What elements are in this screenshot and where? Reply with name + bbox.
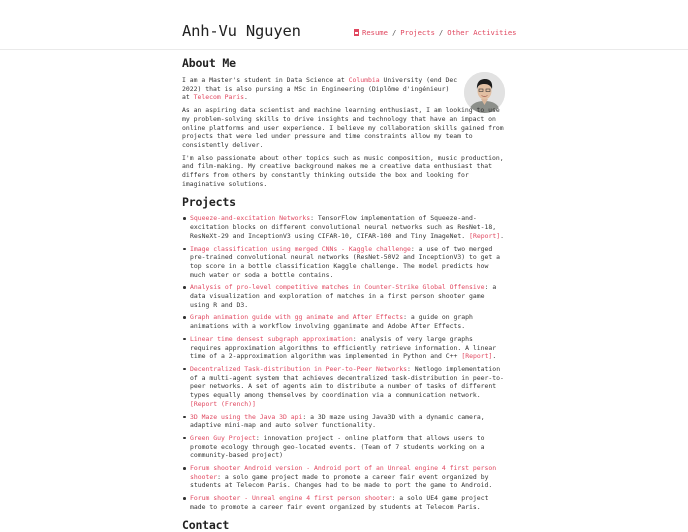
- project-item: [182, 335, 507, 361]
- project-description: : TensorFlow implementation of Squeeze-and-excitation blocks on different convolutional neural networks such as ResNet-18, ResNeXt-29 and InceptionV3 using CIFAR-10, CIFAR-100 and Tiny ImageNet.: [190, 214, 497, 240]
- site-title[interactable]: Anh-Vu Nguyen: [182, 22, 301, 40]
- about-paragraph-2: As an aspiring data scientist and machine learning enthusiast, I am looking to use my problem-solving skills to drive insights and technology that have an impact on online platforms and user experience. I believe my collaboration skills gained from projects that were led under pressure and time constraints allow my team to consistently deliver.: [182, 106, 504, 149]
- project-description: : a use of two merged pre-trained convolutional neural networks (ResNet-50V2 and InceptionV3) to get a top score in a bottle classification Kaggle challenge. The model predicts how much water or soda a bottle contains.: [190, 244, 501, 279]
- projects-list: [182, 214, 507, 511]
- contact-heading: Contact: [182, 517, 230, 532]
- project-title-link[interactable]: Forum shooter - Unreal engine 4 first person shooter: [190, 494, 392, 503]
- project-description: : a guide on graph animations with a workflow involving gganimate and Adobe After Effects.: [190, 313, 473, 331]
- text: .: [244, 93, 248, 102]
- project-description: : a data visualization and exploration of matches in a first person shooter game using R and D3.: [190, 283, 497, 309]
- project-item: [182, 245, 507, 280]
- text: University (end Dec 2022) that is also pursing a MSc in Engineering (Diplôme d'ingénieur) at: [182, 76, 458, 102]
- text: .: [492, 352, 497, 361]
- nav-projects[interactable]: Projects: [400, 28, 435, 37]
- telecom-paris-link[interactable]: Telecom Paris: [193, 93, 245, 102]
- project-description: : analysis of very large graphs requires approximation algorithms to efficiently retrieve information. A linear time of a 2-approximation algorithm was implemented in Python and C++: [190, 334, 497, 361]
- project-title-link[interactable]: 3D Maze using the Java 3D api: [190, 412, 303, 421]
- columbia-link[interactable]: Columbia: [348, 76, 380, 84]
- project-title-link[interactable]: Decentralized Task-distribution in Peer-to-Peer Networks: [190, 364, 408, 373]
- nav-resume[interactable]: Resume: [362, 28, 388, 37]
- text: I am a Master's student in Data Science at: [182, 76, 349, 84]
- project-item: [182, 283, 507, 309]
- report-link[interactable]: [Report]: [461, 352, 493, 361]
- project-title-link[interactable]: Graph animation guide with gg animate and After Effects: [190, 313, 404, 322]
- about-paragraph-3: I'm also passionate about other topics such as music composition, music production, and film-making. My creative background makes me a creative data enthusiast that differs from others by constantly thinking outside the box and looking for imaginative solutions.: [182, 153, 504, 188]
- project-title-link[interactable]: Squeeze-and-excitation Networks: [190, 214, 311, 223]
- project-title-link[interactable]: Linear time densest subgraph approximation: [190, 334, 353, 343]
- about-paragraph-1: [182, 76, 460, 102]
- main-content: [182, 56, 507, 532]
- project-description: : Netlogo implementation of a multi-agent system that achieves decentralized task-distribution in peer-to-peer networks. A set of agents aim to distribute a number of tasks of different types equally among themselves by coordination via a communication network.: [190, 364, 504, 400]
- project-title-link[interactable]: Green Guy Project: [190, 433, 256, 442]
- project-item: [182, 413, 507, 430]
- report-link[interactable]: [Report (French)]: [190, 399, 256, 408]
- project-title-link[interactable]: Forum shooter Android version - Android port of an Unreal engine 4 first person shooter: [190, 464, 497, 481]
- project-description: : innovation project - online platform that allows users to promote ecology through geo-located events. (Team of 7 students working on a community-based project): [190, 433, 485, 460]
- project-title-link[interactable]: Image classification using merged CNNs - Kaggle challenge: [190, 244, 411, 253]
- top-nav: [354, 28, 517, 37]
- project-item: [182, 464, 507, 490]
- text: .: [500, 231, 504, 240]
- project-item: [182, 494, 507, 511]
- file-pdf-icon[interactable]: [354, 29, 359, 36]
- about-heading: About Me: [182, 56, 236, 70]
- project-item: [182, 214, 507, 240]
- report-link[interactable]: [Report]: [469, 231, 501, 240]
- project-description: : a 3D maze using Java3D with a dynamic camera, adaptive mini-map and auto solver functionality.: [190, 412, 485, 430]
- project-item: [182, 313, 507, 330]
- nav-separator: /: [438, 28, 444, 37]
- project-title-link[interactable]: Analysis of pro-level competitive matches in Counter-Strike Global Offensive: [190, 283, 485, 292]
- site-header: [0, 0, 688, 50]
- projects-heading: Projects: [182, 195, 236, 210]
- nav-separator: /: [391, 28, 397, 37]
- project-item: [182, 434, 507, 460]
- project-description: : a solo game project made to promote a career fair event organized by students at Telecom Paris. Changes had to be made to port the game to Android.: [190, 472, 493, 490]
- project-item: [182, 365, 507, 409]
- nav-other-activities[interactable]: Other Activities: [447, 28, 517, 37]
- project-description: : a solo UE4 game project made to promote a career fair event organized by students at Telecom Paris.: [190, 494, 489, 511]
